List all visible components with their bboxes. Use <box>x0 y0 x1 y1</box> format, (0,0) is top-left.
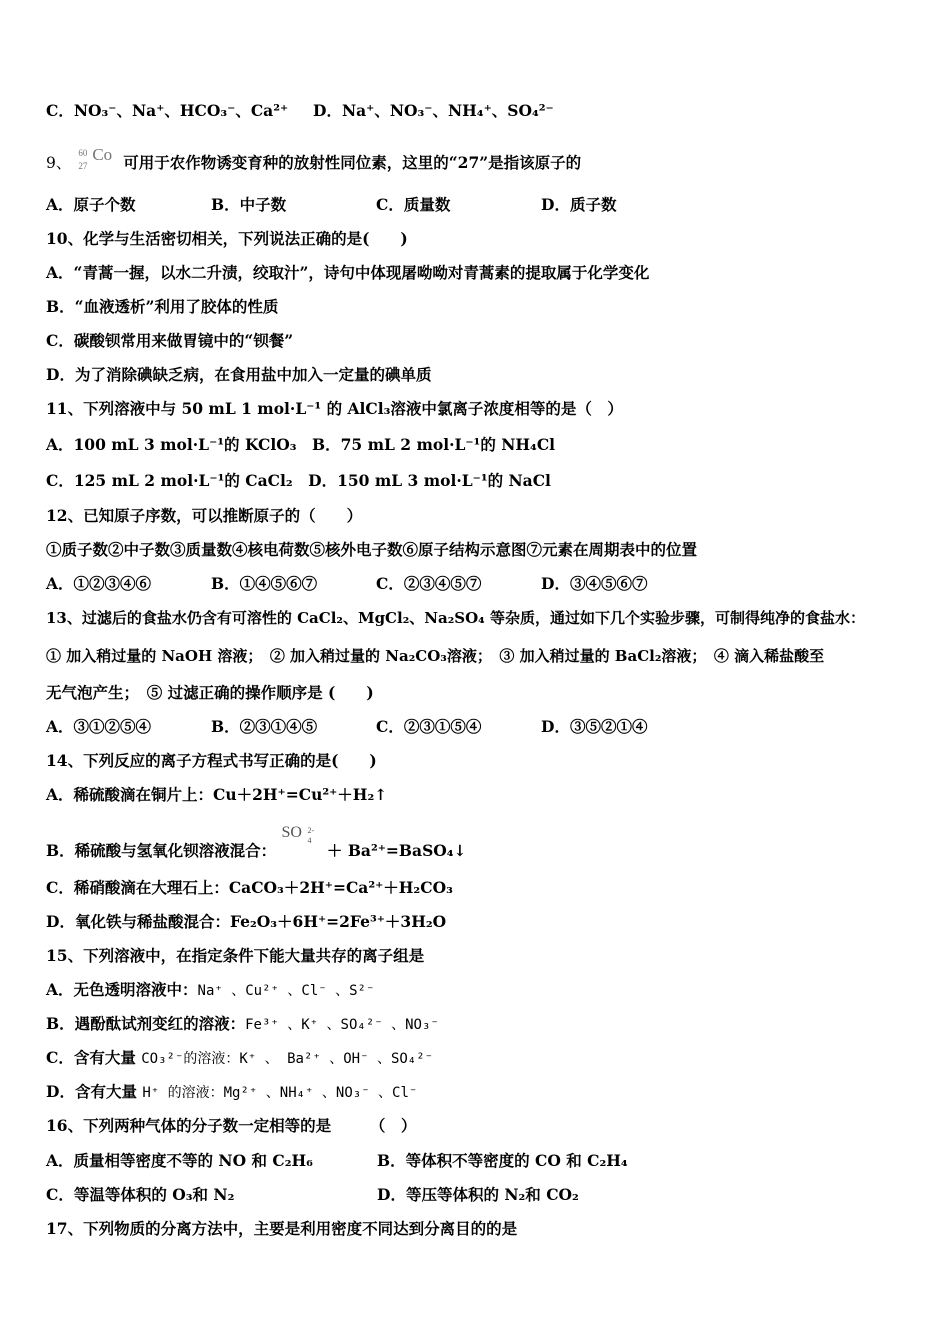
q9-option-a: A．原子个数 <box>46 195 136 214</box>
q10-option-b: B．“血液透析”利用了胶体的性质 <box>46 297 279 316</box>
q9-stem-text: 可用于农作物诱变育种的放射性同位素，这里的“27”是指该原子的 <box>123 153 582 172</box>
q12-option-d: D．③④⑤⑥⑦ <box>541 574 648 593</box>
q15-option-d <box>46 1081 417 1104</box>
q12-options <box>46 573 647 595</box>
q11-options-cd: C．125 mL 2 mol·L⁻¹的 CaCl₂ D．150 mL 3 mol·L⁻¹的 NaCl <box>46 471 551 490</box>
q15-option-c-ions: CO₃²⁻的溶液：K⁺ 、 Ba²⁺ 、OH⁻ 、SO₄²⁻ <box>141 1051 434 1067</box>
q15-option-c <box>46 1047 433 1070</box>
q9-option-d: D．质子数 <box>541 195 617 214</box>
q12-stem: 12、已知原子序数，可以推断原子的（ ） <box>46 506 363 525</box>
q16-options-cd <box>46 1184 579 1206</box>
isotope-atomic-number: 27 <box>78 161 88 171</box>
q14-option-a: A．稀硫酸滴在铜片上：Cu＋2H⁺=Cu²⁺＋H₂↑ <box>46 785 388 804</box>
q13-options <box>46 716 647 738</box>
q16-option-c: C．等温等体积的 O₃和 N₂ <box>46 1185 235 1204</box>
q11-options-ab: A．100 mL 3 mol·L⁻¹的 KClO₃ B．75 mL 2 mol·L⁻¹的 NH₄Cl <box>46 435 556 454</box>
q15-option-a-label: A．无色透明溶液中： <box>46 980 198 999</box>
q10-stem: 10、化学与生活密切相关，下列说法正确的是( ) <box>46 229 408 248</box>
q13-option-a: A．③①②⑤④ <box>46 717 152 736</box>
q9-stem <box>46 146 581 174</box>
q16-stem: 16、下列两种气体的分子数一定相等的是 （ ） <box>46 1116 417 1135</box>
q15-option-a <box>46 979 374 1002</box>
q13-steps: ① 加入稍过量的 NaOH 溶液； ② 加入稍过量的 Na₂CO₃溶液； ③ 加入稍过量的 BaCl₂溶液； ④ 滴入稀盐酸至 <box>46 647 825 665</box>
q12-option-a: A．①②③④⑥ <box>46 574 152 593</box>
q15-option-c-label: C．含有大量 <box>46 1048 142 1067</box>
cobalt-isotope-symbol <box>76 146 118 172</box>
sulfate-ion-symbol <box>281 824 322 858</box>
q13-stem: 13、过滤后的食盐水仍含有可溶性的 CaCl₂、MgCl₂、Na₂SO₄ 等杂质，通过如下几个实验步骤，可制得纯净的食盐水： <box>46 609 865 627</box>
q15-option-a-ions: Na⁺ 、Cu²⁺ 、Cl⁻ 、S²⁻ <box>197 983 375 999</box>
q15-stem: 15、下列溶液中，在指定条件下能大量共存的离子组是 <box>46 946 425 965</box>
isotope-mass-number: 60 <box>78 148 88 158</box>
q16-option-d: D．等压等体积的 N₂和 CO₂ <box>377 1185 579 1204</box>
q13-option-b: B．②③①④⑤ <box>211 717 318 736</box>
q13-option-c: C．②③①⑤④ <box>376 717 482 736</box>
q15-option-d-ions: H⁺ 的溶液：Mg²⁺ 、NH₄⁺ 、NO₃⁻ 、Cl⁻ <box>142 1085 418 1101</box>
q8-option-d-text: Na⁺、NO₃⁻、NH₄⁺、SO₄²⁻ <box>341 101 554 120</box>
q14-option-b <box>46 824 467 862</box>
q14-option-c: C．稀硝酸滴在大理石上：CaCO₃＋2H⁺=Ca²⁺＋H₂CO₃ <box>46 878 453 897</box>
q17-stem: 17、下列物质的分离方法中，主要是利用密度不同达到分离目的的是 <box>46 1219 518 1238</box>
q10-option-d: D．为了消除碘缺乏病，在食用盐中加入一定量的碘单质 <box>46 365 432 384</box>
q14-option-d: D．氧化铁与稀盐酸混合：Fe₂O₃＋6H⁺=2Fe³⁺＋3H₂O <box>46 912 447 931</box>
q10-option-c: C．碳酸钡常用来做胃镜中的“钡餐” <box>46 331 294 350</box>
q8-option-c-label: C． <box>46 101 74 120</box>
sulfate-ion-charge: 2- <box>307 826 315 835</box>
q15-option-b-label: B．遇酚酞试剂变红的溶液： <box>46 1014 246 1033</box>
q15-option-b <box>46 1013 439 1036</box>
q12-items: ①质子数②中子数③质量数④核电荷数⑤核外电子数⑥原子结构示意图⑦元素在周期表中的位置 <box>46 540 698 559</box>
q9-option-c: C．质量数 <box>376 195 451 214</box>
q14-stem: 14、下列反应的离子方程式书写正确的是( ) <box>46 751 377 770</box>
q13-steps-cont: 无气泡产生； ⑤ 过滤正确的操作顺序是 ( ) <box>46 683 374 702</box>
q16-options-ab <box>46 1150 628 1172</box>
isotope-element: Co <box>92 145 113 164</box>
q16-option-a: A．质量相等密度不等的 NO 和 C₂H₆ <box>46 1151 313 1170</box>
q16-option-b: B．等体积不等密度的 CO 和 C₂H₄ <box>377 1151 628 1170</box>
q9-number: 9、 <box>46 154 72 172</box>
q8-option-d-label: D． <box>313 101 342 120</box>
q15-option-b-ions: Fe³⁺ 、K⁺ 、SO₄²⁻ 、NO₃⁻ <box>245 1017 439 1033</box>
q11-stem: 11、下列溶液中与 50 mL 1 mol·L⁻¹ 的 AlCl₃溶液中氯离子浓度相等的是（ ） <box>46 399 623 418</box>
q8-option-c-text: NO₃⁻、Na⁺、HCO₃⁻、Ca²⁺ <box>73 101 289 120</box>
q9-options <box>46 194 616 216</box>
q13-option-d: D．③⑤②①④ <box>541 717 648 736</box>
q8-options <box>46 100 554 122</box>
q9-option-b: B．中子数 <box>211 195 287 214</box>
q10-option-a: A．“青蒿一握，以水二升渍，绞取汁”，诗句中体现屠呦呦对青蒿素的提取属于化学变化 <box>46 263 650 282</box>
q14-option-b-prefix: B．稀硫酸与氢氧化钡溶液混合： <box>46 841 277 860</box>
q12-option-c: C．②③④⑤⑦ <box>376 574 482 593</box>
sulfate-ion-subscript: 4 <box>307 836 312 845</box>
q15-option-d-label: D．含有大量 <box>46 1082 143 1101</box>
sulfate-ion-letters: SO <box>281 824 302 841</box>
q12-option-b: B．①④⑤⑥⑦ <box>211 574 318 593</box>
q14-option-b-suffix: ＋ Ba²⁺=BaSO₄↓ <box>326 841 467 860</box>
